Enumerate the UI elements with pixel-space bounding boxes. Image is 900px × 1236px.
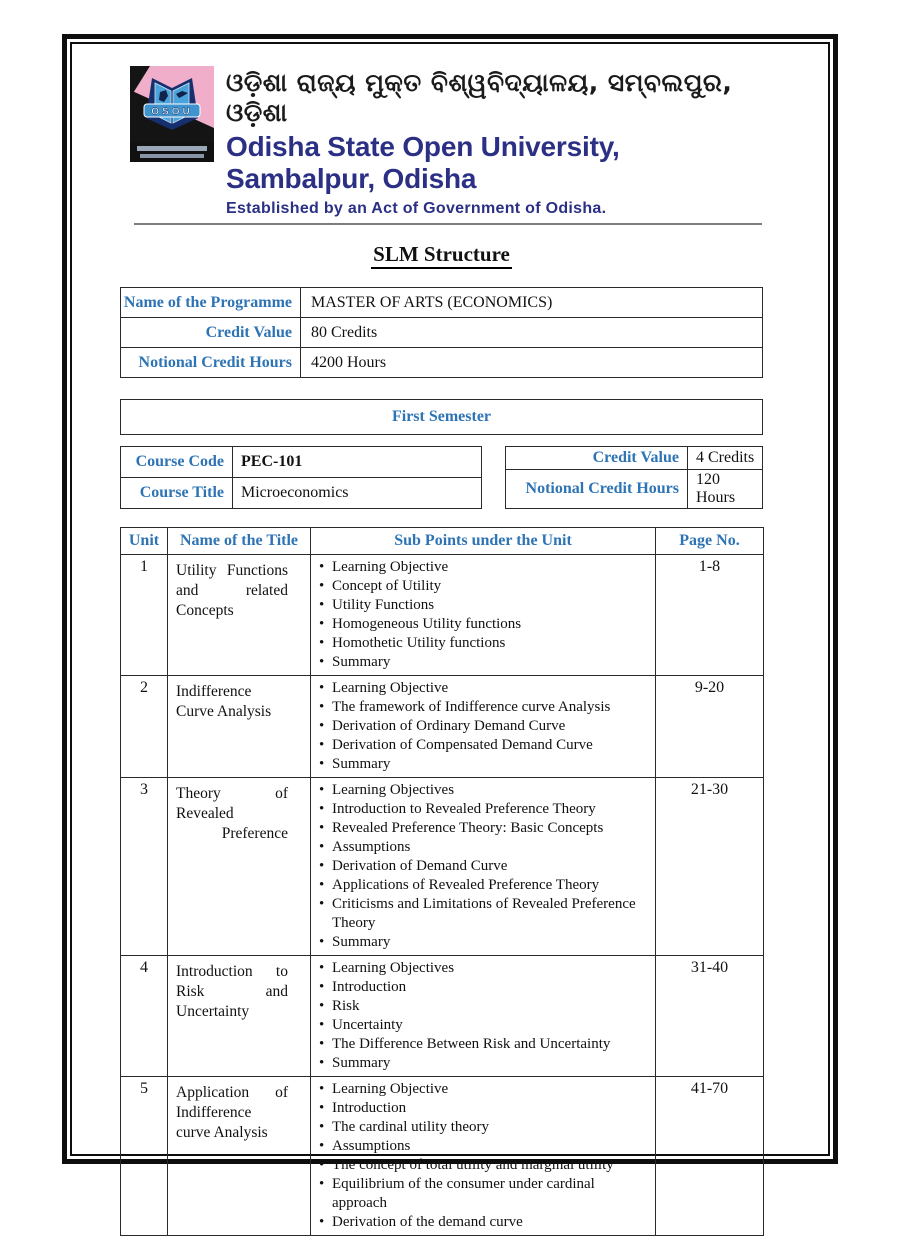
subpoint-item: [316, 1054, 653, 1073]
unit-title-cell: [168, 555, 311, 676]
bullet-icon: •: [319, 979, 325, 995]
subpoint-text: Summary: [332, 756, 391, 772]
university-name-odia: ଓଡ଼ିଶା ରାଜ୍ୟ ମୁକ୍ତ ବିଶ୍ୱବିଦ୍ୟାଳୟ, ସମ୍ବଲପୁର, ଓଡ଼ିଶା: [226, 68, 733, 127]
unit-title-cell: [168, 1077, 311, 1236]
bullet-icon: •: [319, 559, 325, 575]
units-table: [120, 527, 764, 1236]
unit-row: [121, 956, 764, 1077]
bullet-icon: •: [319, 1036, 325, 1052]
unit-number: 5: [121, 1077, 168, 1236]
table-row: [506, 470, 763, 509]
bullet-icon: •: [319, 597, 325, 613]
bullet-icon: •: [319, 858, 325, 874]
subpoint-item: [316, 1016, 653, 1035]
bullet-icon: •: [319, 896, 325, 912]
bullet-icon: •: [319, 654, 325, 670]
unit-subpoints-cell: [311, 676, 656, 778]
bullet-icon: •: [319, 1176, 325, 1192]
unit-number: 4: [121, 956, 168, 1077]
unit-title-text: Theory of Revealed Preference: [176, 785, 288, 842]
subpoint-item: [316, 781, 653, 800]
credit-row-value: 4 Credits: [688, 447, 763, 470]
table-row: [121, 348, 763, 378]
logo-osou-text: OSOU: [151, 106, 193, 118]
unit-title-cell: [168, 676, 311, 778]
subpoint-text: Learning Objective: [332, 1081, 449, 1097]
column-header-title: Name of the Title: [168, 528, 311, 555]
bullet-icon: •: [319, 820, 325, 836]
bullet-icon: •: [319, 737, 325, 753]
subpoint-item: [316, 857, 653, 876]
bullet-icon: •: [319, 1081, 325, 1097]
bullet-icon: •: [319, 1157, 325, 1173]
subpoint-item: [316, 596, 653, 615]
unit-title-text: Utility Functions and related Concepts: [176, 562, 288, 619]
subpoint-text: Homogeneous Utility functions: [332, 616, 522, 632]
subpoint-item: [316, 679, 653, 698]
table-row: [506, 447, 763, 470]
subpoint-item: [316, 1156, 653, 1175]
subpoint-item: [316, 755, 653, 774]
unit-page-range: 1-8: [656, 555, 764, 676]
header-divider: [134, 223, 762, 225]
subpoint-text: Applications of Revealed Preference Theory: [332, 877, 600, 893]
subpoint-text: Derivation of Compensated Demand Curve: [332, 737, 593, 753]
subpoint-item: [316, 717, 653, 736]
subpoint-text: Assumptions: [332, 839, 411, 855]
unit-subpoints-cell: [311, 1077, 656, 1236]
bullet-icon: •: [319, 877, 325, 893]
column-header-pageno: Page No.: [656, 528, 764, 555]
subpoint-text: Derivation of the demand curve: [332, 1214, 523, 1230]
subpoint-item: [316, 1213, 653, 1232]
bullet-icon: •: [319, 1138, 325, 1154]
subpoint-text: Uncertainty: [332, 1017, 403, 1033]
subpoint-item: [316, 615, 653, 634]
programme-row-label: Name of the Programme: [121, 288, 301, 318]
bullet-icon: •: [319, 782, 325, 798]
unit-title-text: Indifference Curve Analysis: [176, 683, 272, 720]
bullet-icon: •: [319, 1055, 325, 1071]
table-row: [121, 478, 482, 509]
subpoint-text: Summary: [332, 1055, 391, 1071]
table-row: [121, 318, 763, 348]
subpoint-text: Assumptions: [332, 1138, 411, 1154]
logo-fine-print-line: [140, 154, 204, 158]
subpoint-text: The Difference Between Risk and Uncertainty: [332, 1036, 611, 1052]
page-border-frame: [62, 34, 838, 1230]
programme-row-label: Credit Value: [121, 318, 301, 348]
unit-number: 3: [121, 778, 168, 956]
subpoint-item: [316, 800, 653, 819]
course-row-value: PEC-101: [233, 447, 482, 478]
subpoint-item: [316, 997, 653, 1016]
subpoint-item: [316, 698, 653, 717]
bullet-icon: •: [319, 1214, 325, 1230]
subpoint-item: [316, 876, 653, 895]
subpoint-text: Concept of Utility: [332, 578, 442, 594]
course-row-label: Course Title: [121, 478, 233, 509]
subpoint-text: Introduction to Revealed Preference Theory: [332, 801, 596, 817]
bullet-icon: •: [319, 934, 325, 950]
bullet-icon: •: [319, 718, 325, 734]
subpoint-text: The concept of total utility and marginal utility: [332, 1157, 614, 1173]
column-header-unit: Unit: [121, 528, 168, 555]
table-row: [121, 447, 482, 478]
programme-row-value: 80 Credits: [301, 318, 763, 348]
subpoint-item: [316, 959, 653, 978]
programme-row-label: Notional Credit Hours: [121, 348, 301, 378]
programme-row-value: MASTER OF ARTS (ECONOMICS): [301, 288, 763, 318]
subpoint-text: The framework of Indifference curve Analysis: [332, 699, 611, 715]
course-code-table: [120, 446, 482, 509]
bullet-icon: •: [319, 1119, 325, 1135]
bullet-icon: •: [319, 960, 325, 976]
subpoint-item: [316, 1175, 653, 1213]
subpoint-item: [316, 978, 653, 997]
unit-title-cell: [168, 956, 311, 1077]
column-header-subpoints: Sub Points under the Unit: [311, 528, 656, 555]
subpoint-text: Summary: [332, 654, 391, 670]
semester-heading: First Semester: [120, 399, 763, 435]
subpoint-text: Learning Objective: [332, 559, 449, 575]
course-info-section: [120, 446, 763, 509]
unit-page-range: 21-30: [656, 778, 764, 956]
subpoint-text: Introduction: [332, 979, 407, 995]
page-inner-frame: [70, 42, 830, 1230]
unit-page-range: 41-70: [656, 1077, 764, 1236]
subpoint-text: Criticisms and Limitations of Revealed Preference Theory: [332, 896, 636, 931]
credit-row-label: Credit Value: [506, 447, 688, 470]
university-logo-icon: [130, 66, 214, 162]
subpoint-item: [316, 933, 653, 952]
subpoint-text: Homothetic Utility functions: [332, 635, 506, 651]
subpoint-item: [316, 1099, 653, 1118]
subpoint-item: [316, 558, 653, 577]
subpoint-text: Learning Objectives: [332, 960, 455, 976]
course-credit-table: [505, 446, 763, 509]
bullet-icon: •: [319, 839, 325, 855]
unit-title-text: Application of Indifference curve Analysis: [176, 1084, 288, 1141]
unit-title-text: Introduction to Risk and Uncertainty: [176, 963, 288, 1020]
subpoint-item: [316, 736, 653, 755]
subpoint-item: [316, 895, 653, 933]
subpoint-text: Summary: [332, 934, 391, 950]
unit-subpoints-cell: [311, 956, 656, 1077]
subpoint-item: [316, 1080, 653, 1099]
bullet-icon: •: [319, 578, 325, 594]
bullet-icon: •: [319, 680, 325, 696]
subpoint-item: [316, 634, 653, 653]
table-row: [121, 288, 763, 318]
programme-info-table: [120, 287, 763, 378]
bullet-icon: •: [319, 756, 325, 772]
bullet-icon: •: [319, 635, 325, 651]
university-name-english: Odisha State Open University, Sambalpur, Odisha: [226, 131, 620, 194]
subpoint-text: Learning Objectives: [332, 782, 455, 798]
subpoint-item: [316, 838, 653, 857]
bullet-icon: •: [319, 699, 325, 715]
subpoint-item: [316, 1035, 653, 1054]
bullet-icon: •: [319, 801, 325, 817]
subpoint-item: [316, 1137, 653, 1156]
unit-row: [121, 1077, 764, 1236]
subpoint-text: Utility Functions: [332, 597, 435, 613]
document-content: [72, 66, 828, 1236]
subpoint-text: Introduction: [332, 1100, 407, 1116]
subpoint-text: Equilibrium of the consumer under cardinal approach: [332, 1176, 595, 1211]
unit-subpoints-cell: [311, 555, 656, 676]
subpoint-text: Learning Objective: [332, 680, 449, 696]
unit-title-cell: [168, 778, 311, 956]
bullet-icon: •: [319, 1100, 325, 1116]
course-row-label: Course Code: [121, 447, 233, 478]
subpoint-text: Risk: [332, 998, 360, 1014]
subpoint-text: The cardinal utility theory: [332, 1119, 490, 1135]
programme-row-value: 4200 Hours: [301, 348, 763, 378]
unit-row: [121, 778, 764, 956]
credit-row-value: 120 Hours: [688, 470, 763, 509]
bullet-icon: •: [319, 1017, 325, 1033]
subpoint-item: [316, 1118, 653, 1137]
page-title-text: SLM Structure: [371, 242, 512, 269]
bullet-icon: •: [319, 616, 325, 632]
unit-number: 1: [121, 555, 168, 676]
page-title: [120, 242, 763, 267]
subpoint-text: Derivation of Ordinary Demand Curve: [332, 718, 566, 734]
bullet-icon: •: [319, 998, 325, 1014]
subpoint-text: Derivation of Demand Curve: [332, 858, 508, 874]
units-table-header-row: [121, 528, 764, 555]
unit-subpoints-cell: [311, 778, 656, 956]
credit-row-label: Notional Credit Hours: [506, 470, 688, 509]
unit-page-range: 31-40: [656, 956, 764, 1077]
subpoint-item: [316, 653, 653, 672]
unit-page-range: 9-20: [656, 676, 764, 778]
university-tagline: Established by an Act of Government of Odisha.: [226, 200, 607, 217]
subpoint-item: [316, 819, 653, 838]
subpoint-item: [316, 577, 653, 596]
unit-row: [121, 676, 764, 778]
unit-number: 2: [121, 676, 168, 778]
course-row-value: Microeconomics: [233, 478, 482, 509]
logo-fine-print-line: [137, 146, 207, 151]
subpoint-text: Revealed Preference Theory: Basic Concepts: [332, 820, 604, 836]
university-header: [130, 66, 763, 218]
unit-row: [121, 555, 764, 676]
university-title-block: [226, 66, 763, 218]
